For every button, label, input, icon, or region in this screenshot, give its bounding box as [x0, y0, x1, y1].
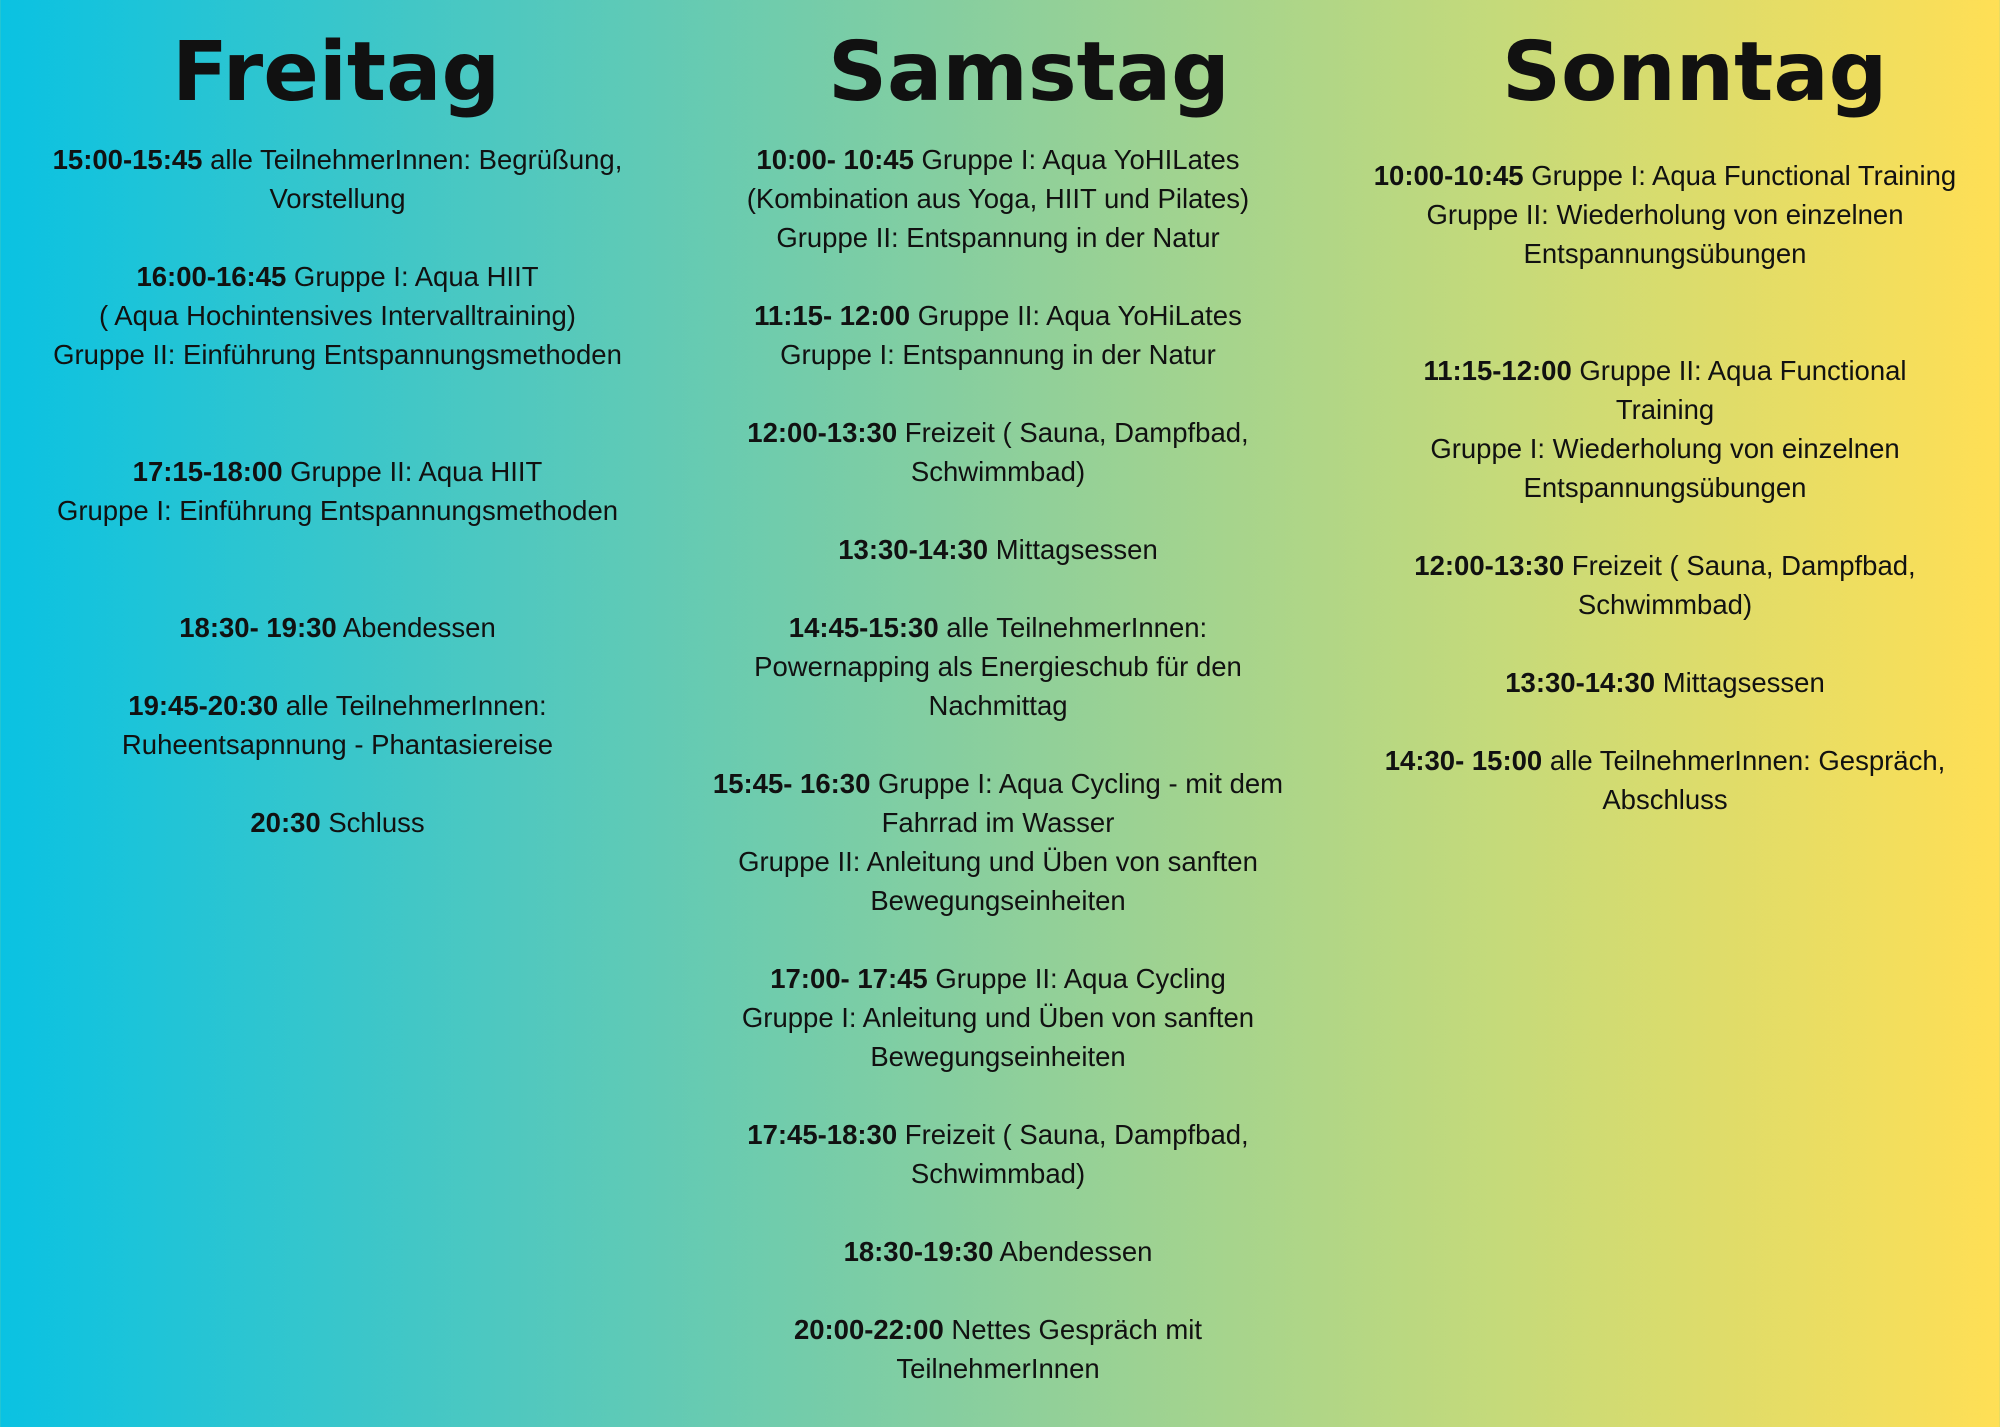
- entry-line: Gruppe I: Einführung Entspannungsmethoden: [56, 495, 619, 526]
- entry-text: Gruppe I: Aqua HIIT: [286, 261, 539, 292]
- schedule-list: [675, 140, 1321, 1427]
- entry-time: 11:15- 12:00: [754, 300, 911, 331]
- entry-text: Freizeit ( Sauna, Dampfbad,: [1564, 550, 1916, 581]
- day-title: Samstag: [828, 25, 1230, 120]
- entry-line: Gruppe I: Entspannung in der Natur: [780, 339, 1216, 370]
- entry-text: alle TeilnehmerInnen:: [278, 690, 547, 721]
- entry-time: 12:00-13:30: [747, 417, 898, 448]
- entry-time: 20:00-22:00: [793, 1314, 944, 1345]
- entry-line: Entspannungsübungen: [1523, 472, 1807, 503]
- schedule-entry: [675, 296, 1321, 374]
- schedule-entry: [0, 452, 675, 530]
- entry-line: [675, 608, 1321, 647]
- entry-line: [0, 803, 675, 842]
- entry-line: [1330, 741, 2000, 780]
- schedule-entry: [675, 1115, 1321, 1193]
- schedule-entry: [1330, 546, 2000, 624]
- entry-line: [1330, 546, 2000, 585]
- entry-line: Abschluss: [1602, 784, 1728, 815]
- entry-time: 14:45-15:30: [788, 612, 939, 643]
- schedule-entry: [675, 608, 1321, 725]
- entry-line: Schwimmbad): [1577, 589, 1753, 620]
- entry-time: 19:45-20:30: [128, 690, 279, 721]
- schedule-entry: [0, 140, 675, 218]
- entry-text: alle TeilnehmerInnen:: [938, 612, 1208, 643]
- schedule-entry: [675, 140, 1321, 257]
- day-title: Sonntag: [1502, 25, 1888, 120]
- entry-time: 14:30- 15:00: [1384, 745, 1543, 776]
- entry-line: Ruheentsapnnung - Phantasiereise: [121, 729, 554, 760]
- entry-line: Schwimmbad): [910, 1158, 1086, 1189]
- entry-line: Bewegungseinheiten: [870, 885, 1126, 916]
- entry-line: Entspannungsübungen: [1523, 238, 1807, 269]
- entry-time: 18:30-19:30: [843, 1236, 994, 1267]
- entry-line: Gruppe II: Einführung Entspannungsmethoden: [53, 339, 622, 370]
- entry-line: Bewegungseinheiten: [870, 1041, 1126, 1072]
- schedule-entry: [1330, 663, 2000, 702]
- entry-line: Training: [1615, 394, 1715, 425]
- entry-text: Gruppe II: Aqua Cycling: [927, 963, 1226, 994]
- entry-line: [675, 1115, 1321, 1154]
- schedule-entry: [1330, 741, 2000, 819]
- entry-line: (Kombination aus Yoga, HIIT und Pilates): [746, 183, 1250, 214]
- entry-text: Gruppe II: Aqua HIIT: [282, 456, 543, 487]
- entry-text: Schluss: [320, 807, 425, 838]
- entry-time: 18:30- 19:30: [179, 612, 337, 643]
- schedule-entry: [675, 959, 1321, 1076]
- entry-line: [0, 140, 675, 179]
- entry-line: Gruppe II: Anleitung und Üben von sanften: [738, 846, 1258, 877]
- entry-line: [0, 608, 675, 647]
- schedule-entry: [0, 803, 675, 842]
- entry-line: [675, 296, 1321, 335]
- entry-line: Schwimmbad): [910, 456, 1086, 487]
- entry-text: alle TeilnehmerInnen: Begrüßung,: [202, 144, 623, 175]
- entry-time: 15:45- 16:30: [712, 768, 871, 799]
- schedule-entry: [675, 530, 1321, 569]
- entry-time: 17:00- 17:45: [770, 963, 928, 994]
- entry-line: Gruppe I: Wiederholung von einzelnen: [1430, 433, 1900, 464]
- entry-text: Gruppe I: Aqua Cycling - mit dem: [870, 768, 1284, 799]
- entry-time: 17:15-18:00: [132, 456, 283, 487]
- entry-line: [675, 1232, 1321, 1271]
- day-title: Freitag: [172, 25, 501, 120]
- entry-line: Gruppe II: Wiederholung von einzelnen: [1426, 199, 1904, 230]
- entry-line: Powernapping als Energieschub für den: [754, 651, 1242, 682]
- schedule-entry: [0, 686, 675, 764]
- entry-line: [0, 686, 675, 725]
- entry-time: 10:00- 10:45: [756, 144, 914, 175]
- entry-line: [1330, 351, 2000, 390]
- schedule-entry: [0, 608, 675, 647]
- schedule-entry: [1330, 156, 2000, 273]
- entry-text: Nettes Gespräch mit: [943, 1314, 1203, 1345]
- entry-text: Gruppe II: Aqua Functional: [1571, 355, 1907, 386]
- entry-time: 20:30: [250, 807, 321, 838]
- entry-line: Gruppe I: Anleitung und Üben von sanften: [741, 1002, 1255, 1033]
- schedule-entry: [0, 257, 675, 374]
- entry-time: 10:00-10:45: [1373, 160, 1524, 191]
- entry-line: [675, 959, 1321, 998]
- entry-text: Abendessen: [993, 1236, 1153, 1267]
- entry-line: Fahrrad im Wasser: [881, 807, 1115, 838]
- entry-time: 13:30-14:30: [1505, 667, 1656, 698]
- entry-text: Freizeit ( Sauna, Dampfbad,: [897, 1119, 1249, 1150]
- entry-line: [0, 452, 675, 491]
- schedule-entry: [675, 764, 1321, 920]
- entry-text: Abendessen: [336, 612, 496, 643]
- entry-line: Nachmittag: [928, 690, 1068, 721]
- entry-time: 16:00-16:45: [136, 261, 287, 292]
- schedule-list: [1330, 156, 2000, 858]
- entry-line: [0, 257, 675, 296]
- entry-line: [675, 764, 1321, 803]
- entry-time: 15:00-15:45: [52, 144, 203, 175]
- entry-line: TeilnehmerInnen: [896, 1353, 1100, 1384]
- entry-line: Vorstellung: [269, 183, 406, 214]
- entry-time: 13:30-14:30: [838, 534, 989, 565]
- schedule-entry: [675, 1232, 1321, 1271]
- entry-line: ( Aqua Hochintensives Intervalltraining): [99, 300, 576, 331]
- schedule-entry: [675, 413, 1321, 491]
- entry-time: 12:00-13:30: [1414, 550, 1565, 581]
- entry-line: [675, 1310, 1321, 1349]
- entry-text: alle TeilnehmerInnen: Gespräch,: [1542, 745, 1946, 776]
- entry-time: 11:15-12:00: [1423, 355, 1572, 386]
- entry-line: [1330, 663, 2000, 702]
- schedule-list: [0, 140, 675, 881]
- entry-line: [675, 530, 1321, 569]
- entry-line: Gruppe II: Entspannung in der Natur: [776, 222, 1220, 253]
- entry-text: Mittagsessen: [988, 534, 1158, 565]
- entry-line: [675, 413, 1321, 452]
- entry-text: Gruppe I: Aqua YoHILates: [913, 144, 1240, 175]
- entry-time: 17:45-18:30: [747, 1119, 898, 1150]
- entry-line: [1330, 156, 2000, 195]
- entry-text: Freizeit ( Sauna, Dampfbad,: [897, 417, 1249, 448]
- entry-text: Gruppe II: Aqua YoHiLates: [910, 300, 1242, 331]
- entry-line: [675, 140, 1321, 179]
- entry-text: Gruppe I: Aqua Functional Training: [1523, 160, 1957, 191]
- entry-text: Mittagsessen: [1655, 667, 1825, 698]
- schedule-entry: [1330, 351, 2000, 507]
- schedule-entry: [675, 1310, 1321, 1388]
